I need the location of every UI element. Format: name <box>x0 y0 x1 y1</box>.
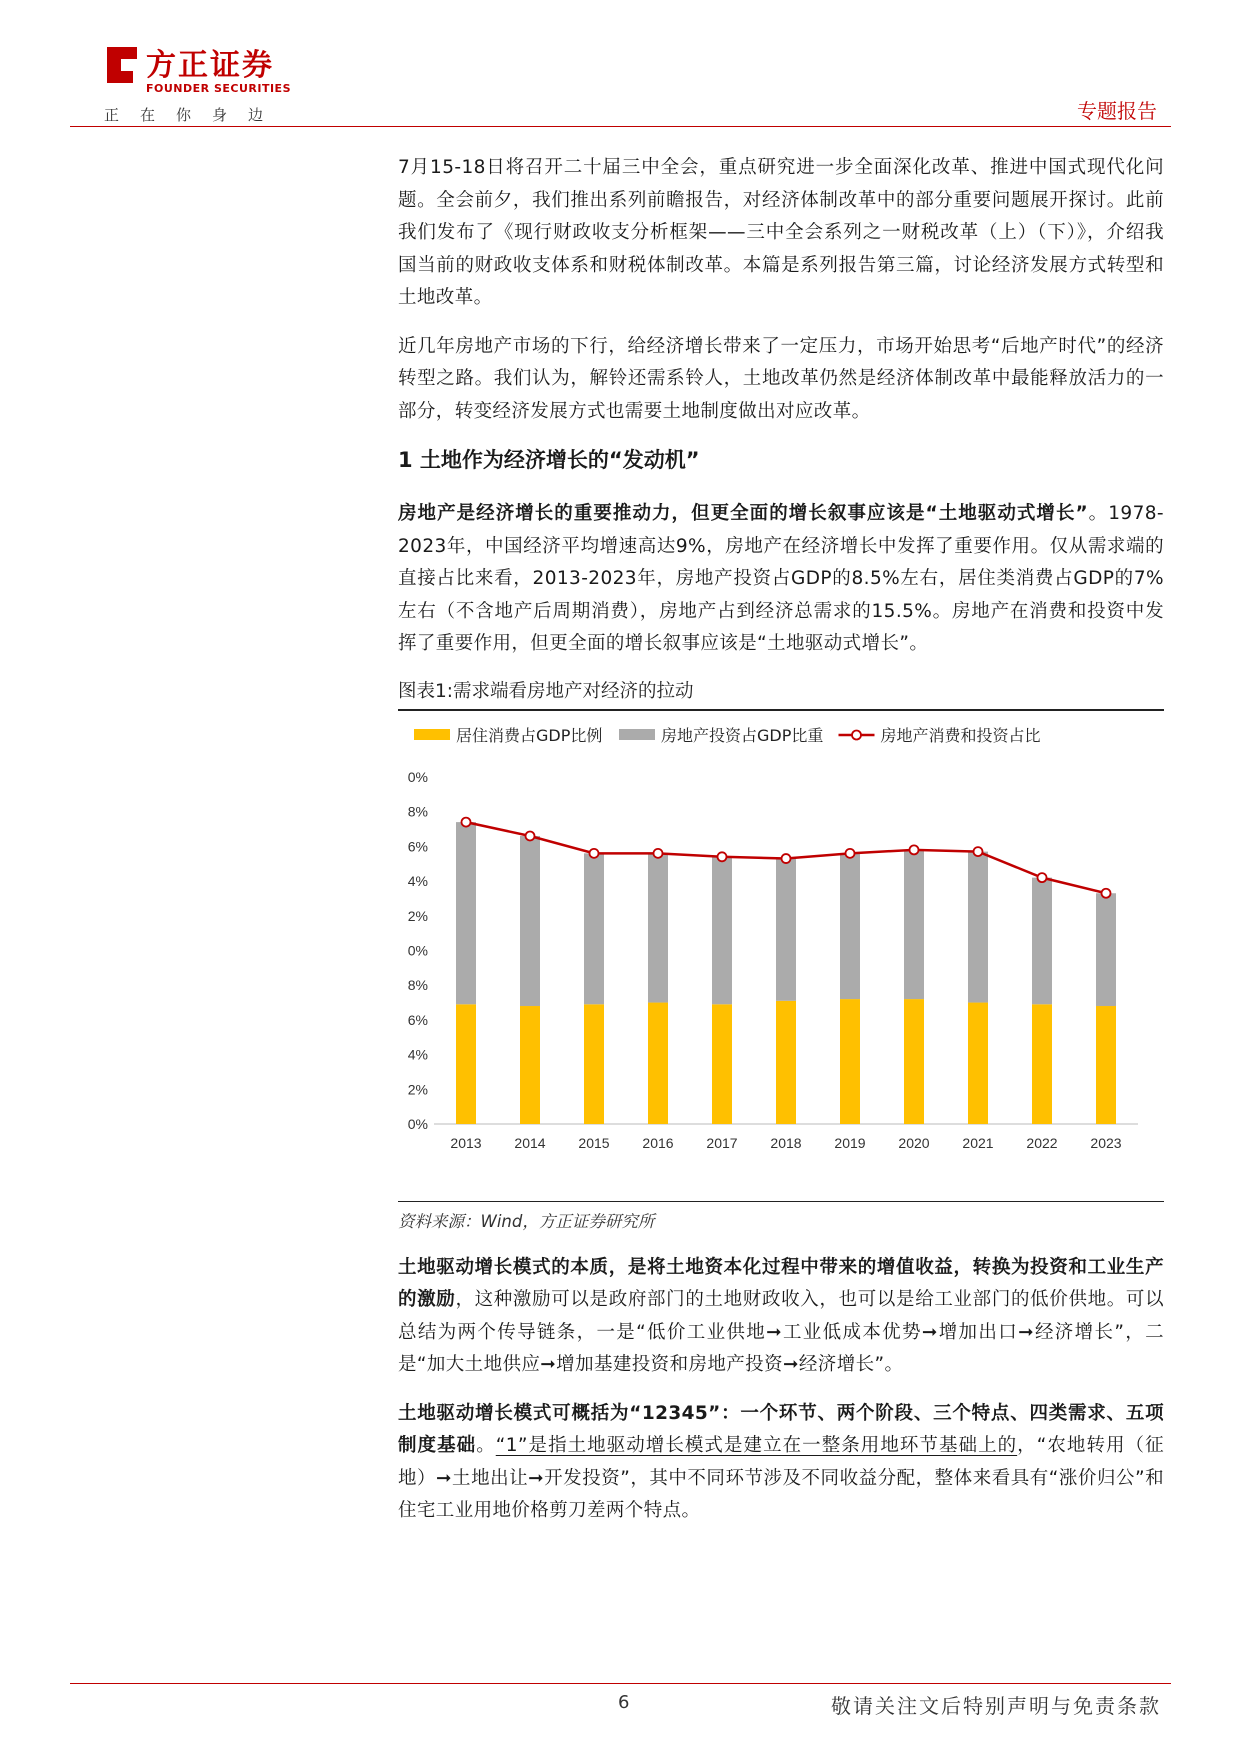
x-tick-label: 2023 <box>1090 1134 1122 1151</box>
line-point <box>654 848 663 857</box>
line-point <box>974 847 983 856</box>
x-tick-label: 2019 <box>834 1134 866 1151</box>
paragraph-land-growth <box>398 498 1164 661</box>
y-tick-label: 2% <box>407 1080 428 1097</box>
bar-real-estate-investment <box>712 856 732 1003</box>
y-tick-label: 0% <box>407 768 428 785</box>
bar-housing-consumption <box>648 1002 668 1123</box>
bar-housing-consumption <box>712 1004 732 1124</box>
x-tick-label: 2016 <box>642 1134 674 1151</box>
bar-housing-consumption <box>456 1004 476 1124</box>
legend-swatch <box>414 729 450 740</box>
paragraph-lead: 土地驱动增长模式可概括为“12345”：一个环节、两个阶段、三个特点、四类需求、五项制度基础 <box>398 1402 1164 1456</box>
bar-housing-consumption <box>776 1000 796 1123</box>
x-tick-label: 2021 <box>962 1134 994 1151</box>
disclaimer-note: 敬请关注文后特别声明与免责条款 <box>831 1694 1161 1718</box>
line-point <box>910 845 919 854</box>
paragraph-underline: “1”是指土地驱动增长模式是建立在一整条用地环节基础上的 <box>495 1435 1018 1456</box>
x-tick-label: 2018 <box>770 1134 802 1151</box>
paragraph-body: ，这种激励可以是政府部门的土地财政收入，也可以是给工业部门的低价供地。可以总结为两个传导链条，一是“低价工业供地➞工业低成本优势➞增加出口➞经济增长”，二是“加大土地供应➞增加基建投资和房地产投资➞经济增长”。 <box>398 1289 1164 1375</box>
paragraph-context: 近几年房地产市场的下行，给经济增长带来了一定压力，市场开始思考“后地产时代”的经济转型之路。我们认为，解铃还需系铃人，土地改革仍然是经济体制改革中最能释放活力的一部分，转变经济发展方式也需要土地制度做出对应改革。 <box>398 335 1164 422</box>
paragraph-lead: 土地驱动增长模式的本质，是将土地资本化过程中带来的增值收益，转换为投资和工业生产的激励 <box>398 1256 1164 1310</box>
bar-real-estate-investment <box>776 858 796 1000</box>
bar-housing-consumption <box>840 999 860 1124</box>
y-tick-label: 2% <box>407 907 428 924</box>
legend-label: 房地产投资占GDP比重 <box>661 725 824 745</box>
line-point <box>718 852 727 861</box>
x-tick-label: 2017 <box>706 1134 738 1151</box>
bar-real-estate-investment <box>840 853 860 999</box>
y-tick-label: 8% <box>407 976 428 993</box>
line-point <box>1102 888 1111 897</box>
paragraph-lead: 房地产是经济增长的重要推动力，但更全面的增长叙事应该是“土地驱动式增长” <box>398 503 1089 524</box>
legend-label: 居住消费占GDP比例 <box>456 725 603 745</box>
bar-housing-consumption <box>584 1004 604 1124</box>
bar-real-estate-investment <box>968 851 988 1002</box>
paragraph-dot: 。 <box>476 1435 496 1456</box>
y-tick-label: 6% <box>407 837 428 854</box>
page-header <box>0 0 1241 130</box>
paragraph-essence <box>398 1252 1164 1382</box>
paragraph-body: 。1978-2023年，中国经济平均增速高达9%，房地产在经济增长中发挥了重要作用。仅从需求端的直接占比来看，2013-2023年，房地产投资占GDP的8.5%左右，居住类消费占GDP的7%左右（不含地产后周期消费），房地产占到经济总需求的15.5%。房地产在消费和投资中发挥了重要作用，但更全面的增长叙事应该是“土地驱动式增长”。 <box>398 503 1164 654</box>
stacked-bar-line-chart <box>398 711 1164 1201</box>
line-point <box>526 831 535 840</box>
bar-real-estate-investment <box>648 853 668 1002</box>
main-content <box>398 152 1164 1544</box>
x-tick-label: 2014 <box>514 1134 546 1151</box>
legend-swatch <box>619 729 655 740</box>
legend-label: 房地产消费和投资占比 <box>880 725 1041 745</box>
x-tick-label: 2013 <box>450 1134 482 1151</box>
logo-en: FOUNDER SECURITIES <box>146 82 291 95</box>
footer-divider <box>70 1683 1171 1684</box>
x-tick-label: 2015 <box>578 1134 610 1151</box>
bar-housing-consumption <box>1096 1006 1116 1124</box>
paragraph-intro: 7月15-18日将召开二十届三中全会，重点研究进一步全面深化改革、推进中国式现代化问题。全会前夕，我们推出系列前瞻报告，对经济体制改革中的部分重要问题展开探讨。此前我们发布了《现行财政收支分析框架——三中全会系列之一财税改革（上）（下）》，介绍我国当前的财政收支体系和财税体制改革。本篇是系列报告第三篇，讨论经济发展方式转型和土地改革。 <box>398 157 1164 308</box>
header-divider <box>70 126 1171 127</box>
paragraph-body: ，“农地转用（征地）➞土地出让➞开发投资”，其中不同环节涉及不同收益分配，整体来看具有“涨价归公”和住宅工业用地价格剪刀差两个特点。 <box>398 1435 1164 1521</box>
page-number: 6 <box>618 1692 630 1713</box>
line-point <box>1038 873 1047 882</box>
founder-logo-icon <box>103 45 141 85</box>
bar-real-estate-investment <box>520 835 540 1005</box>
y-tick-label: 8% <box>407 803 428 820</box>
y-tick-label: 0% <box>407 942 428 958</box>
logo-cn: 方正证券 <box>146 48 274 83</box>
x-tick-label: 2020 <box>898 1134 930 1151</box>
bar-housing-consumption <box>520 1006 540 1124</box>
bar-real-estate-investment <box>584 853 604 1004</box>
line-point <box>846 848 855 857</box>
line-point <box>462 817 471 826</box>
bar-real-estate-investment <box>1096 893 1116 1006</box>
y-tick-label: 6% <box>407 1011 428 1028</box>
line-point <box>590 848 599 857</box>
bar-housing-consumption <box>1032 1004 1052 1124</box>
bar-real-estate-investment <box>904 849 924 998</box>
figure-source: 资料来源：Wind，方正证券研究所 <box>398 1201 1164 1232</box>
figure-title: 图表1:需求端看房地产对经济的拉动 <box>398 677 1164 711</box>
bar-real-estate-investment <box>1032 877 1052 1004</box>
bar-housing-consumption <box>904 999 924 1124</box>
x-tick-label: 2022 <box>1026 1134 1058 1151</box>
report-type: 专题报告 <box>1077 99 1157 123</box>
y-tick-label: 4% <box>407 872 428 889</box>
bar-real-estate-investment <box>456 822 476 1004</box>
slogan: 正在你身边 <box>104 106 285 124</box>
y-tick-label: 4% <box>407 1046 428 1063</box>
section-heading: 1 土地作为经济增长的“发动机” <box>398 448 700 472</box>
legend-line-marker <box>852 730 861 739</box>
paragraph-12345 <box>398 1398 1164 1528</box>
bar-housing-consumption <box>968 1002 988 1123</box>
y-tick-label: 0% <box>407 1115 428 1132</box>
chart-container <box>398 711 1164 1201</box>
line-point <box>782 854 791 863</box>
